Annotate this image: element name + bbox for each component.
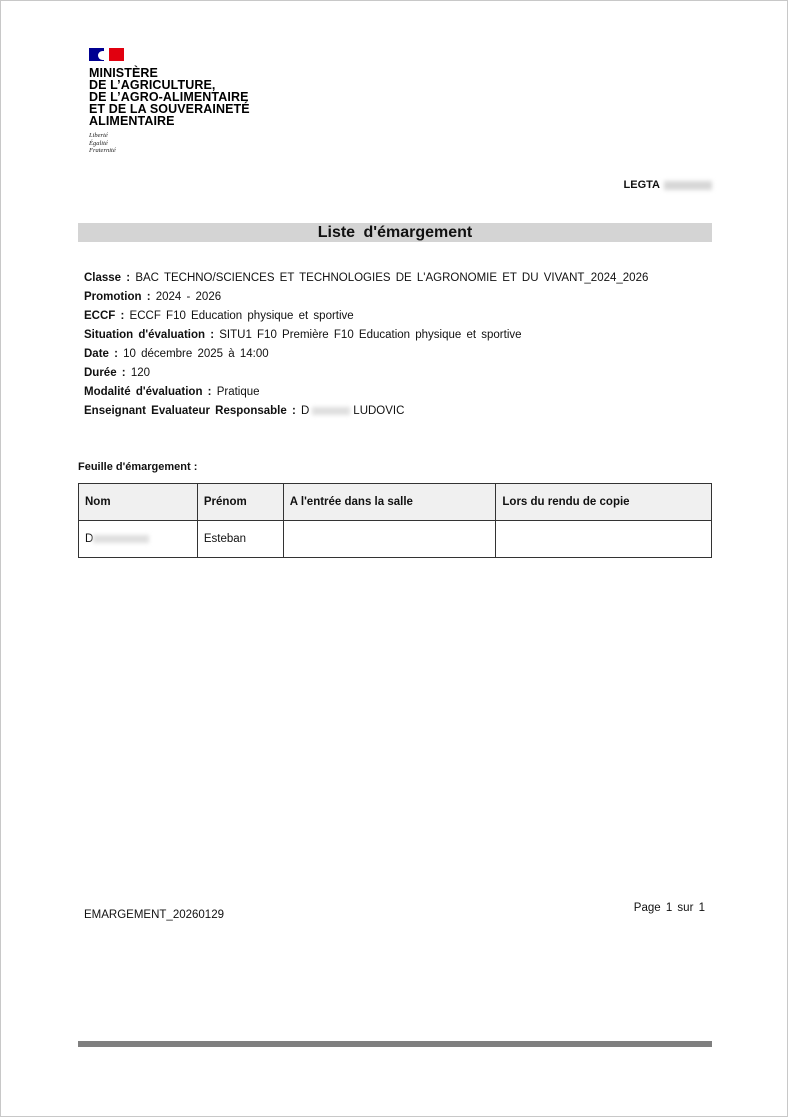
info-situation: Situation d'évaluation : SITU1 F10 Première F10 Education physique et sportive xyxy=(84,329,522,341)
table-header-row xyxy=(79,484,712,521)
ministry-name: MINISTÈRE DE L’AGRICULTURE, DE L’AGRO-ALIMENTAIRE ET DE LA SOUVERAINETÉ ALIMENTAIRE xyxy=(89,66,250,128)
info-classe: Classe : BAC TECHNO/SCIENCES ET TECHNOLOGIES DE L'AGRONOMIE ET DU VIVANT_2024_2026 xyxy=(84,272,649,284)
table-row xyxy=(79,521,712,558)
column-header-entree: A l'entrée dans la salle xyxy=(283,484,496,521)
info-eccf: ECCF : ECCF F10 Education physique et sportive xyxy=(84,310,354,322)
redacted-text xyxy=(93,535,149,543)
cell-nom: D xyxy=(79,521,198,558)
column-header-rendu: Lors du rendu de copie xyxy=(496,484,712,521)
republic-motto: Liberté Égalité Fraternité xyxy=(89,132,116,154)
column-header-prenom: Prénom xyxy=(197,484,283,521)
cell-prenom: Esteban xyxy=(197,521,283,558)
french-flag-icon xyxy=(89,48,124,63)
cell-signature-rendu xyxy=(496,521,712,558)
ministry-logo xyxy=(89,48,250,155)
info-modalite: Modalité d'évaluation : Pratique xyxy=(84,386,260,398)
page-number: Page 1 sur 1 xyxy=(633,902,705,914)
info-duree: Durée : 120 xyxy=(84,367,151,379)
establishment-name: LEGTA xyxy=(624,179,712,191)
info-promotion: Promotion : 2024 - 2026 xyxy=(84,291,222,303)
cell-signature-entree xyxy=(283,521,496,558)
attendance-table xyxy=(78,483,712,558)
column-header-nom: Nom xyxy=(79,484,198,521)
redacted-text xyxy=(312,407,350,415)
footer-divider xyxy=(78,1041,712,1047)
info-date: Date : 10 décembre 2025 à 14:00 xyxy=(84,348,269,360)
document-id: EMARGEMENT_20260129 xyxy=(84,909,224,921)
sheet-label: Feuille d'émargement : xyxy=(78,461,198,473)
page-title: Liste d'émargement xyxy=(78,223,712,242)
info-enseignant: Enseignant Evaluateur Responsable : D LUDOVIC xyxy=(84,405,405,417)
redacted-text xyxy=(664,181,712,190)
exam-info xyxy=(84,271,648,423)
